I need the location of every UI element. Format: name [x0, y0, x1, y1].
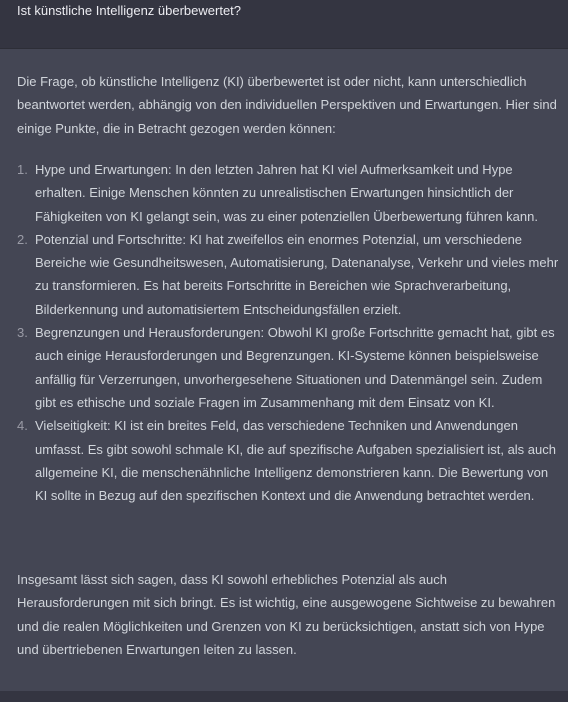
list-item	[17, 228, 562, 321]
list-item-text: Hype und Erwartungen: In den letzten Jahren hat KI viel Aufmerksamkeit und Hype erhalten. Einige Menschen könnten zu unrealistischen Erwartungen hinsichtlich der Fähigkeiten von KI gelangt sein, was zu einer potenziellen Überbewertung führen kann.	[35, 162, 538, 224]
user-message	[0, 0, 568, 49]
assistant-message	[0, 49, 568, 691]
list-item-text: Potenzial und Fortschritte: KI hat zweifellos ein enormes Potenzial, um verschiedene Bereiche wie Gesundheitswesen, Automatisierung, Datenanalyse, Verkehr und vieles mehr zu transformieren. Es hat bereits Fortschritte in Bereichen wie Sprachverarbeitung, Bilderkennung und automatisiertem Entscheidungsfällen erzielt.	[35, 231, 559, 317]
list-item-number: 1.	[17, 162, 28, 177]
list-item-text: Vielseitigkeit: KI ist ein breites Feld, das verschiedene Techniken und Anwendungen umfasst. Es gibt sowohl schmale KI, die auf spezifische Aufgaben spezialisiert ist, als auch allgemeine KI, die menschenähnliche Intelligenz demonstrieren kann. Die Bewertung von KI sollte in Bezug auf den spezifischen Kontext und die Anwendung betrachtet werden.	[35, 418, 556, 504]
list-item-number: 4.	[17, 418, 28, 434]
answer-intro: Die Frage, ob künstliche Intelligenz (KI) überbewertet ist oder nicht, kann unterschiedlich beantwortet werden, abhängig von den individuellen Perspektiven und Erwartungen. Hier sind einige Punkte, die in Betracht gezogen werden können:	[17, 74, 557, 136]
next-message-bar	[0, 691, 568, 702]
answer-point-list	[17, 158, 562, 507]
list-item	[17, 158, 562, 228]
list-item	[17, 414, 562, 507]
list-item	[17, 321, 562, 414]
user-question-text[interactable]: Ist künstliche Intelligenz überbewertet?	[17, 3, 242, 18]
list-item-text: Begrenzungen und Herausforderungen: Obwohl KI große Fortschritte gemacht hat, gibt es auch einige Herausforderungen und Begrenzungen. KI-Systeme können beispielsweise anfällig für Verzerrungen, unvorhergesehene Situationen und Datenmängel sein. Zudem gibt es ethische und soziale Fragen im Zusammenhang mit dem Einsatz von KI.	[35, 325, 555, 410]
list-item-number: 2.	[17, 231, 28, 247]
answer-summary: Insgesamt lässt sich sagen, dass KI sowohl erhebliches Potenzial als auch Herausforderungen mit sich bringt. Es ist wichtig, eine ausgewogene Sichtweise zu bewahren und die realen Möglichkeiten und Grenzen von KI zu berücksichtigen, anstatt sich von Hype und übertriebenen Erwartungen leiten zu lassen.	[17, 572, 556, 657]
list-item-number: 3.	[17, 325, 28, 341]
